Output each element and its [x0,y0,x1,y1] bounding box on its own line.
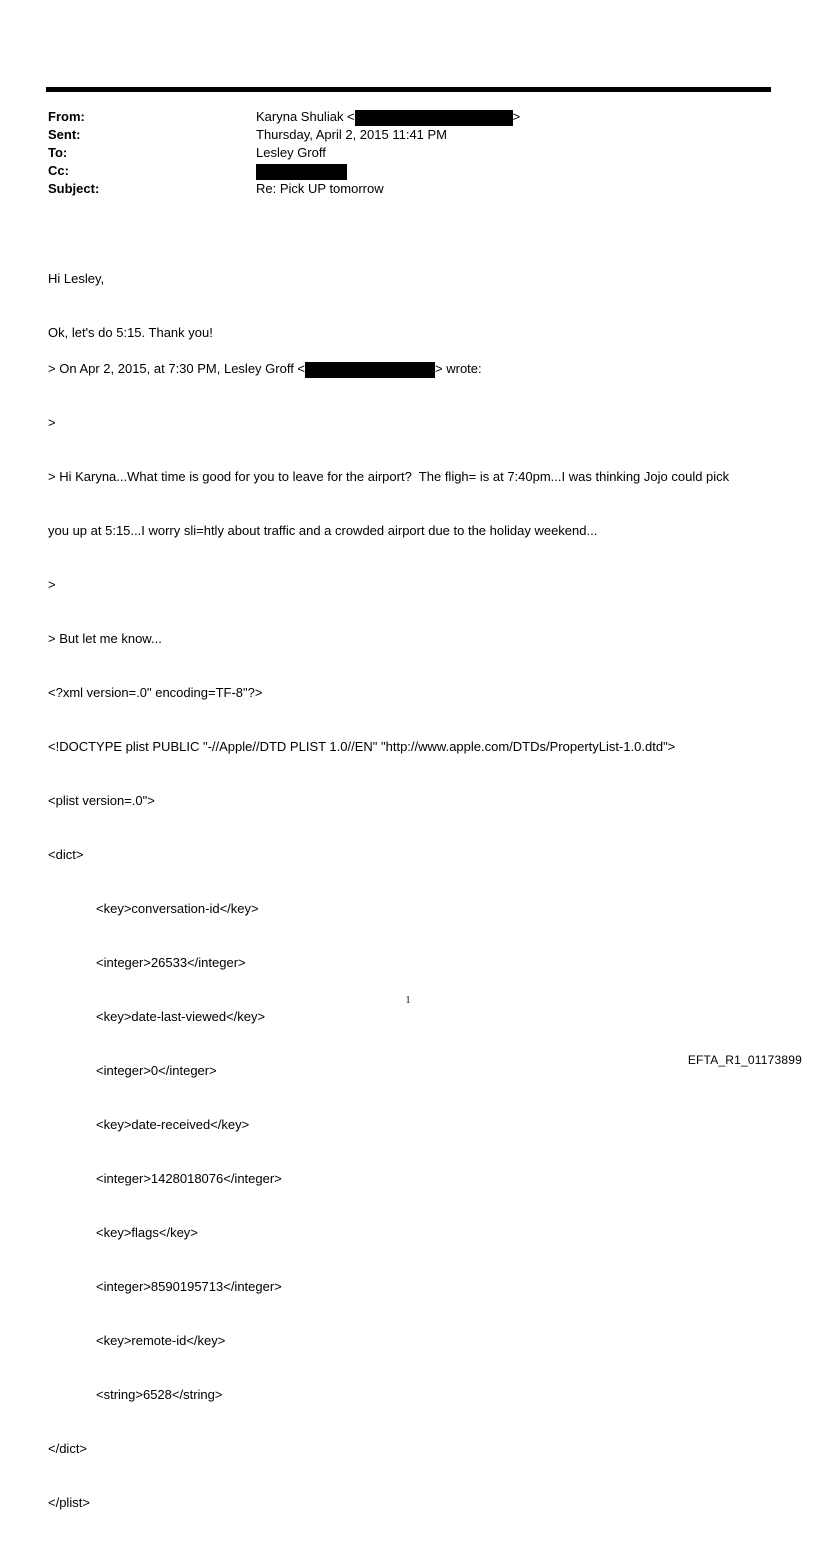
greeting-line: Hi Lesley, [48,271,105,286]
quote-attribution [48,360,729,378]
from-bracket-close: > [512,109,521,124]
cc-value [256,162,347,180]
dict-entry: <key>date-last-viewed</key> [96,1009,266,1024]
to-row [48,144,768,162]
sent-value: Thursday, April 2, 2015 11:41 PM [256,127,448,142]
cc-row [48,162,768,180]
dict-open-line: <dict> [48,847,84,862]
to-label: To: [48,145,68,160]
bates-number: EFTA_R1_01173899 [687,1053,802,1067]
quote-line: > Hi Karyna...What time is good for you to leave for the airport? The fligh= is at 7:40pm...I was thinking Jojo could pick [48,469,730,484]
dict-entry: <key>date-received</key> [96,1117,250,1132]
dict-entry: <integer>8590195713</integer> [96,1279,282,1294]
from-row [48,108,768,126]
dict-entry: <key>remote-id</key> [96,1333,226,1348]
dict-entry: <key>flags</key> [96,1225,198,1240]
quote-line: > [48,415,56,430]
subject-row [48,180,768,198]
attribution-prefix: > On Apr 2, 2015, at 7:30 PM, Lesley Groff < [48,361,306,376]
quote-line: you up at 5:15...I worry sli=htly about traffic and a crowded airport due to the holiday weekend... [48,523,598,538]
dict-entry: <string>6528</string> [96,1387,223,1402]
to-value: Lesley Groff [256,145,326,160]
subject-label: Subject: [48,181,100,196]
dict-entry: <key>conversation-id</key> [96,901,259,916]
redaction-box [305,362,435,378]
header-divider [46,87,771,92]
reply-line: Ok, let's do 5:15. Thank you! [48,325,213,340]
quote-line: > [48,577,56,592]
from-name: Karyna Shuliak < [256,109,355,124]
dict-close-line: </dict> [48,1441,88,1456]
quoted-message [48,324,729,1548]
from-value [256,108,520,126]
dict-entry: <integer>26533</integer> [96,955,246,970]
dict-entry: <integer>0</integer> [96,1063,217,1078]
from-label: From: [48,109,85,124]
dict-entry: <integer>1428018076</integer> [96,1171,282,1186]
cc-label: Cc: [48,163,69,178]
subject-value: Re: Pick UP tomorrow [256,181,384,196]
attribution-suffix: > wrote: [435,361,482,376]
redaction-box [256,164,347,180]
quote-line: > But let me know... [48,631,162,646]
plist-close-line: </plist> [48,1495,90,1510]
sent-label: Sent: [48,127,81,142]
email-header [48,108,768,198]
xml-line: <?xml version=.0" encoding=TF-8"?> [48,685,263,700]
redaction-box [355,110,513,126]
page-number: 1 [405,995,411,1006]
doctype-line: <!DOCTYPE plist PUBLIC "-//Apple//DTD PLIST 1.0//EN" "http://www.apple.com/DTDs/PropertyList-1.0.dtd"> [48,739,676,754]
plist-open-line: <plist version=.0"> [48,793,155,808]
sent-row [48,126,768,144]
